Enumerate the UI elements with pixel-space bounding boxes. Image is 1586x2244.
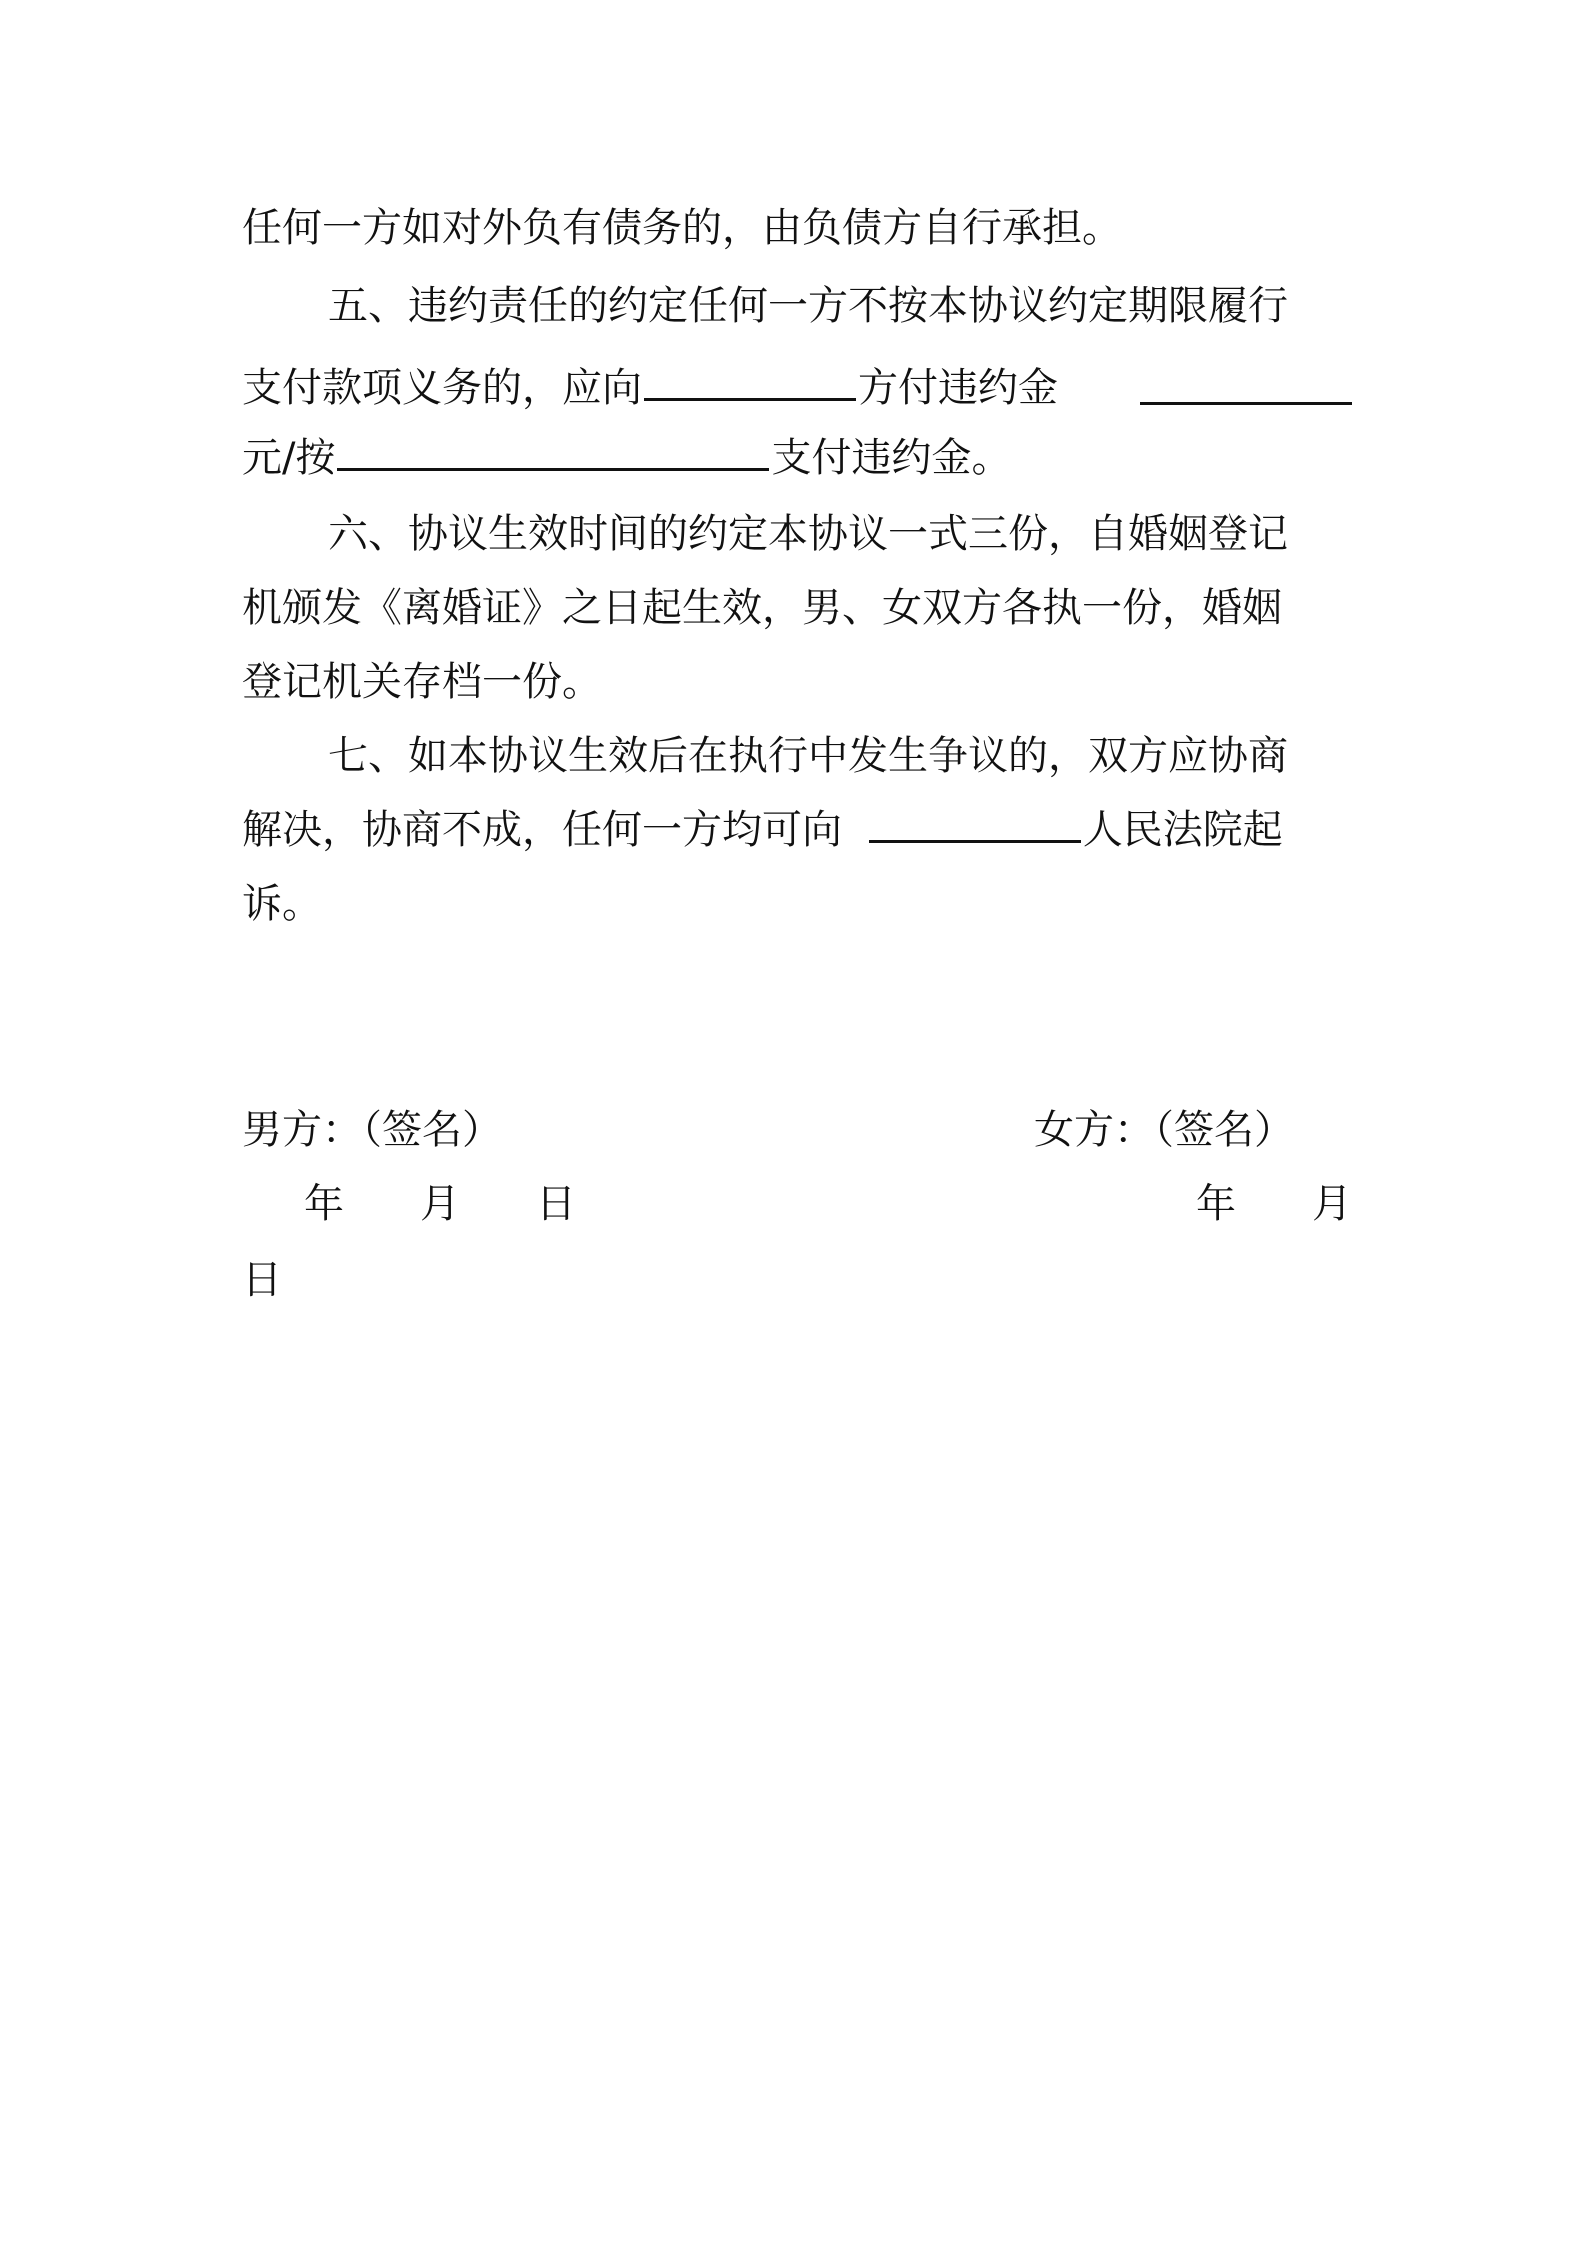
text: 六、协议生效时间的约定本协议一式三份，自婚姻登记	[328, 511, 1288, 557]
clause-6-line-1	[328, 506, 1354, 562]
clause-7-line-1	[328, 728, 1354, 784]
clause-5-line-3	[242, 430, 1354, 486]
blank-field[interactable]	[1140, 366, 1352, 405]
female-day: 日	[242, 1257, 282, 1303]
text: 元/按	[242, 435, 336, 481]
text: 七、如本协议生效后在执行中发生争议的，双方应协商	[328, 733, 1288, 779]
text: 诉。	[242, 881, 322, 927]
clause-7-line-3	[242, 876, 1354, 932]
text: 支付违约金。	[771, 435, 1012, 481]
male-signature-label: 男方：（签名）	[242, 1107, 502, 1153]
female-signature-label: 女方：（签名）	[1034, 1107, 1294, 1153]
clause-6-line-2	[242, 580, 1354, 636]
clause-6-line-3	[242, 654, 1354, 710]
male-month: 月	[420, 1181, 460, 1227]
male-year: 年	[304, 1181, 344, 1227]
male-day: 日	[536, 1181, 576, 1227]
blank-field[interactable]	[869, 804, 1081, 843]
clause-5-line-2	[242, 360, 1354, 416]
text: 人民法院起	[1082, 807, 1283, 853]
clause-7-line-2	[242, 802, 1354, 858]
female-year: 年	[1196, 1181, 1236, 1227]
text: 机颁发《离婚证》之日起生效，男、女双方各执一份，婚姻	[242, 585, 1282, 631]
text: 任何一方如对外负有债务的，由负债方自行承担。	[242, 205, 1122, 251]
female-month: 月	[1312, 1181, 1352, 1227]
text: 方付违约金	[858, 365, 1058, 411]
clause-5-line-1	[328, 278, 1354, 334]
blank-field[interactable]	[644, 362, 856, 401]
text: 五、违约责任的约定任何一方不按本协议约定期限履行	[328, 283, 1288, 329]
text: 解决，协商不成，任何一方均可向	[242, 807, 842, 853]
blank-field[interactable]	[337, 432, 769, 471]
paragraph-line	[242, 200, 1354, 256]
text: 登记机关存档一份。	[242, 659, 602, 705]
text: 支付款项义务的，应向	[242, 365, 642, 411]
